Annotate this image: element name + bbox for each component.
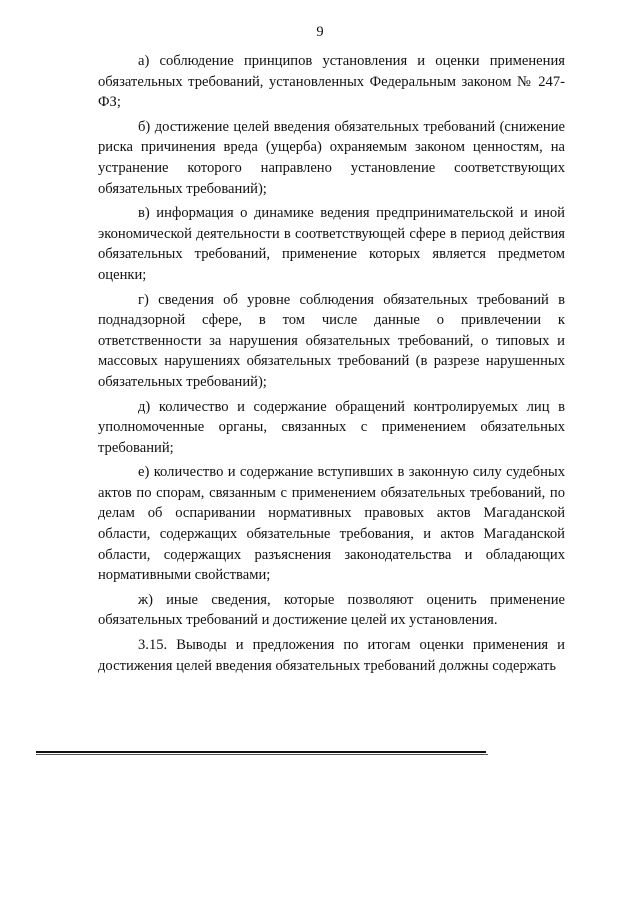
paragraph-b: б) достижение целей введения обязательных требований (снижение риска причинения вреда (ущерба) охраняемым законом ценностям, на устранение которого направлено установление соответствующих обязательных требований);	[98, 118, 565, 197]
page-number: 9	[316, 24, 324, 40]
paragraph-e: е) количество и содержание вступивших в законную силу судебных актов по спорам, связанным с применением обязательных требований, по делам об оспаривании нормативных правовых актов Магаданской области, содержащих обязательные требования, и актов Магаданской области, содержащих разъяснения законодательства и обладающих нормативными свойствами;	[98, 464, 565, 584]
document-body	[98, 51, 565, 676]
paragraph-a: а) соблюдение принципов установления и оценки применения обязательных требований, установленных Федеральным законом № 247-ФЗ;	[98, 53, 565, 111]
paragraph-zh: ж) иные сведения, которые позволяют оценить применение обязательных требований и достижение целей их установления.	[98, 591, 565, 629]
footer-divider	[36, 751, 486, 753]
paragraph-d: д) количество и содержание обращений контролируемых лиц в уполномоченные органы, связанных с применением обязательных требований;	[98, 398, 565, 456]
paragraph-v: в) информация о динамике ведения предпринимательской и иной экономической деятельности в соответствующей сфере в период действия обязательных требований, применение которых является предметом оценки;	[98, 205, 565, 283]
paragraph-3-15: 3.15. Выводы и предложения по итогам оценки применения и достижения целей введения обязательных требований должны содержать	[98, 637, 565, 674]
paragraph-g: г) сведения об уровне соблюдения обязательных требований в поднадзорной сфере, в том числе данные о привлечении к ответственности за нарушения обязательных требований, о типовых и массовых нарушениях обязательных требований (в разрезе нарушенных обязательных требований);	[98, 291, 565, 390]
footer-divider-thin	[36, 754, 488, 755]
